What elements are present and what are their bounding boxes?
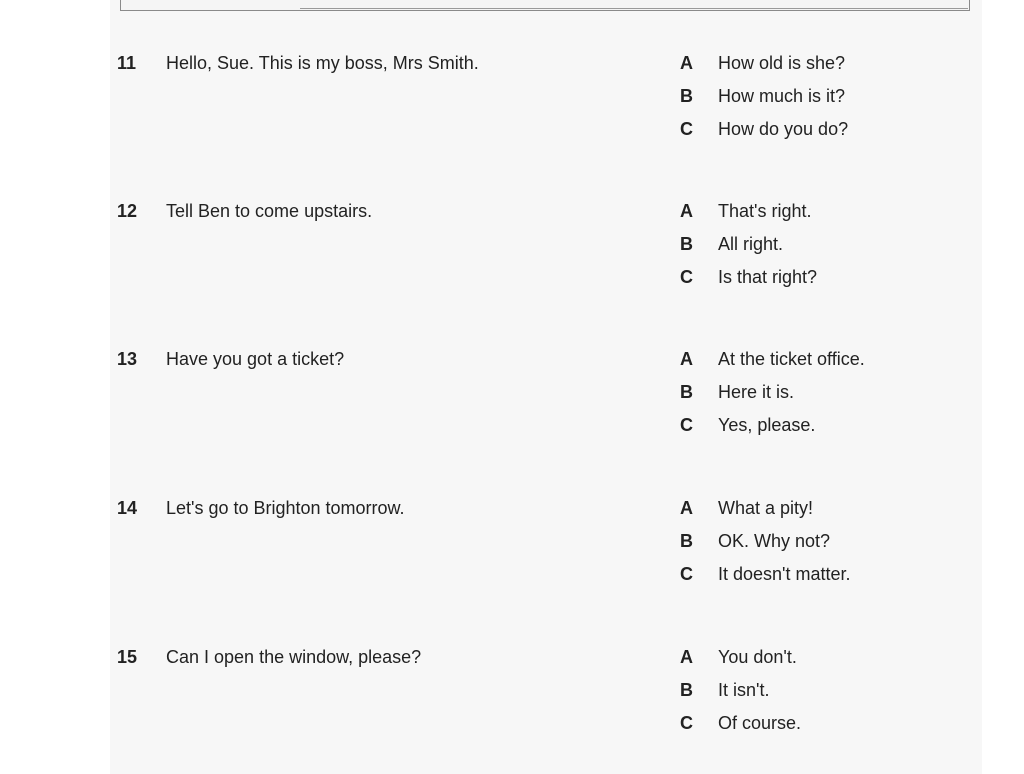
- option-letter: B: [680, 531, 693, 551]
- option-text: At the ticket office.: [718, 349, 865, 369]
- question-11: [0, 53, 1024, 173]
- option-letter: C: [680, 564, 693, 584]
- option-letter: B: [680, 234, 693, 254]
- question-prompt: Have you got a ticket?: [166, 349, 345, 369]
- question-number: 12: [117, 201, 138, 221]
- option-c[interactable]: [0, 119, 1024, 145]
- option-letter: C: [680, 267, 693, 287]
- previous-section-box: [120, 0, 970, 11]
- question-prompt: Can I open the window, please?: [166, 647, 422, 667]
- option-text: How much is it?: [718, 86, 846, 106]
- option-text: Yes, please.: [718, 415, 816, 435]
- question-number: 15: [117, 647, 138, 667]
- option-c[interactable]: [0, 267, 1024, 293]
- option-a[interactable]: [0, 498, 1024, 524]
- question-prompt: Hello, Sue. This is my boss, Mrs Smith.: [166, 53, 479, 73]
- option-text: It doesn't matter.: [718, 564, 851, 584]
- option-text: All right.: [718, 234, 784, 254]
- question-14: [0, 498, 1024, 618]
- option-text: How do you do?: [718, 119, 849, 139]
- question-number: 11: [117, 53, 137, 73]
- option-letter: A: [680, 201, 693, 221]
- option-letter: B: [680, 86, 693, 106]
- question-15: [0, 647, 1024, 767]
- divider-line: [300, 8, 968, 9]
- option-text: OK. Why not?: [718, 531, 831, 551]
- option-b[interactable]: [0, 234, 1024, 260]
- question-12: [0, 201, 1024, 321]
- option-letter: A: [680, 498, 693, 518]
- option-text: You don't.: [718, 647, 797, 667]
- option-text: Is that right?: [718, 267, 818, 287]
- option-letter: C: [680, 119, 693, 139]
- option-a[interactable]: [0, 201, 1024, 227]
- option-text: Here it is.: [718, 382, 795, 402]
- option-c[interactable]: [0, 415, 1024, 441]
- option-text: It isn't.: [718, 680, 770, 700]
- question-number: 14: [117, 498, 138, 518]
- option-text: What a pity!: [718, 498, 814, 518]
- option-text: That's right.: [718, 201, 812, 221]
- option-b[interactable]: [0, 531, 1024, 557]
- option-a[interactable]: [0, 647, 1024, 673]
- option-c[interactable]: [0, 564, 1024, 590]
- option-letter: C: [680, 713, 693, 733]
- option-c[interactable]: [0, 713, 1024, 739]
- option-letter: A: [680, 349, 693, 369]
- question-number: 13: [117, 349, 138, 369]
- option-letter: A: [680, 647, 693, 667]
- option-letter: C: [680, 415, 693, 435]
- question-13: [0, 349, 1024, 469]
- option-letter: A: [680, 53, 693, 73]
- option-a[interactable]: [0, 349, 1024, 375]
- option-letter: B: [680, 382, 693, 402]
- option-b[interactable]: [0, 86, 1024, 112]
- question-prompt: Tell Ben to come upstairs.: [166, 201, 373, 221]
- option-b[interactable]: [0, 382, 1024, 408]
- option-a[interactable]: [0, 53, 1024, 79]
- option-text: How old is she?: [718, 53, 846, 73]
- option-text: Of course.: [718, 713, 802, 733]
- option-letter: B: [680, 680, 693, 700]
- question-prompt: Let's go to Brighton tomorrow.: [166, 498, 405, 518]
- option-b[interactable]: [0, 680, 1024, 706]
